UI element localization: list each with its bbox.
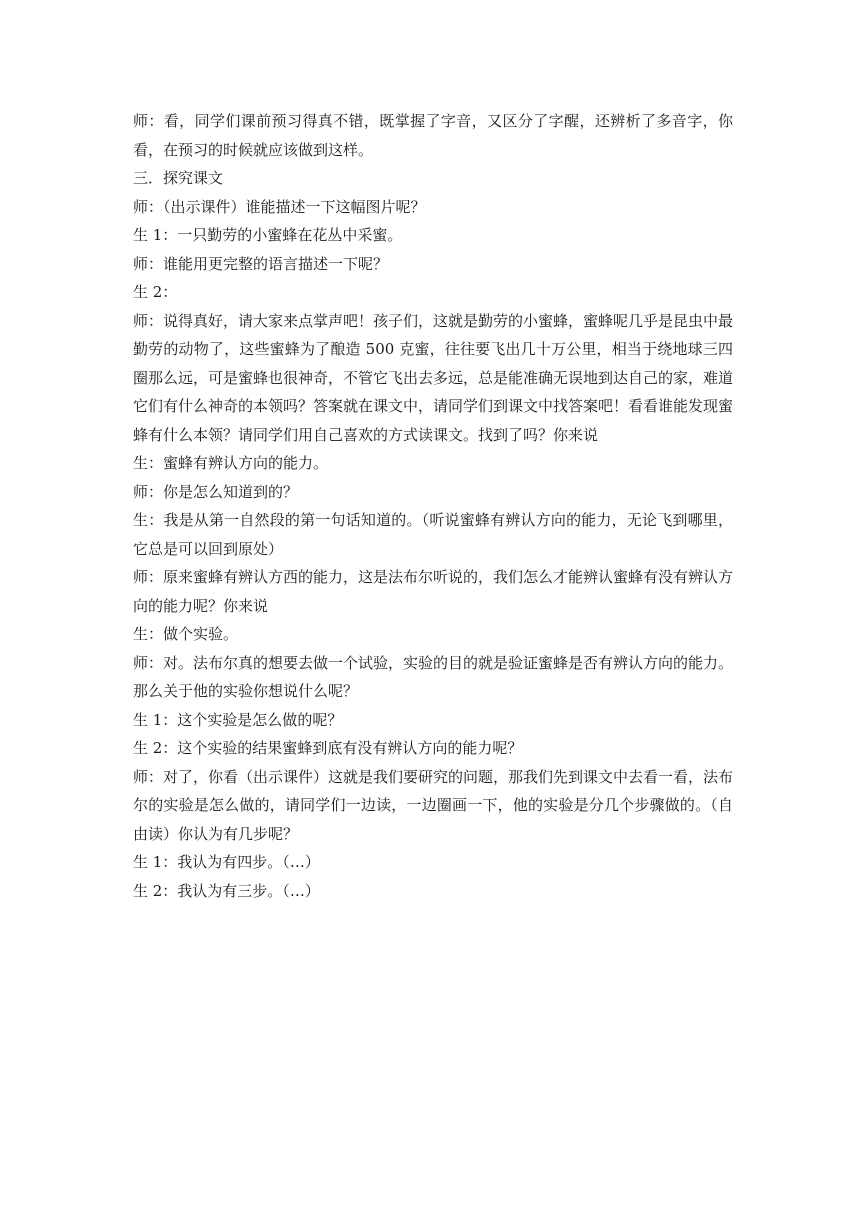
paragraph-teacher-complete-description: 师：谁能用更完整的语言描述一下呢？	[133, 254, 389, 273]
paragraph-student2-question: 生 2：这个实验的结果蜜蜂到底有没有辨认方向的能力呢？	[133, 739, 523, 757]
paragraph-student-experiment: 生：做个实验。	[133, 625, 239, 643]
paragraph-student-first-sentence: 生：我是从第一自然段的第一句话知道的。（听说蜜蜂有辨认方向的能力，无论飞到哪里，它总是可以回到原处）	[133, 511, 733, 558]
paragraph-teacher-praise-preview: 师：看，同学们课前预习得真不错，既掌握了字音，又区分了字醒，还辨析了多音字，你看，在预习的时候就应该做到这样。	[133, 112, 733, 159]
paragraph-teacher-show-courseware: 师：（出示课件）谁能描述一下这幅图片呢？	[133, 197, 426, 216]
paragraph-student1-four-steps: 生 1：我认为有四步。（…）	[133, 853, 320, 871]
section-heading-explore-text: 三．探究课文	[133, 169, 224, 187]
paragraph-student2-three-steps: 生 2：我认为有三步。（…）	[133, 881, 320, 900]
paragraph-teacher-bee-introduction: 师：说得真好，请大家来点掌声吧！孩子们，这就是勤劳的小蜜蜂，蜜蜂呢几乎是昆虫中最勤劳的动物了，这些蜜蜂为了酿造 500 克蜜，往往要飞出几十万公里，相当于绕地球三四圈那么远，可是蜜蜂也很神奇，不管它飞出去多远，总是能准确无误地到达自己的家，难道它们有什么神奇的本领吗？答案就在课文中，请同学们到课文中找答案吧！看看谁能发现蜜蜂有什么本领？请同学们用自己喜欢的方式读课文。找到了吗？你来说	[133, 311, 734, 444]
paragraph-student2-blank: 生 2：	[133, 283, 178, 301]
paragraph-teacher-experiment-purpose: 师：对。法布尔真的想要去做一个试验，实验的目的就是验证蜜蜂是否有辨认方向的能力。那么关于他的实验你想说什么呢？	[133, 653, 734, 700]
paragraph-teacher-how-know: 师：你是怎么知道到的？	[133, 482, 299, 501]
paragraph-student1-describe: 生 1：一只勤劳的小蜜蜂在花丛中采蜜。	[133, 226, 403, 244]
paragraph-teacher-steps: 师：对了，你看（出示课件）这就是我们要研究的问题，那我们先到课文中去看一看，法布尔的实验是怎么做的，请同学们一边读，一边圈画一下，他的实验是分几个步骤做的。（自由读）你认为有几步呢？	[133, 767, 734, 843]
document-page	[133, 107, 733, 905]
paragraph-teacher-how-verify: 师：原来蜜蜂有辨认方西的能力，这是法布尔听说的，我们怎么才能辨认蜜蜂有没有辨认方向的能力呢？你来说	[133, 568, 734, 615]
paragraph-student1-question: 生 1：这个实验是怎么做的呢？	[133, 710, 343, 729]
paragraph-student-direction-ability: 生：蜜蜂有辨认方向的能力。	[133, 454, 329, 472]
